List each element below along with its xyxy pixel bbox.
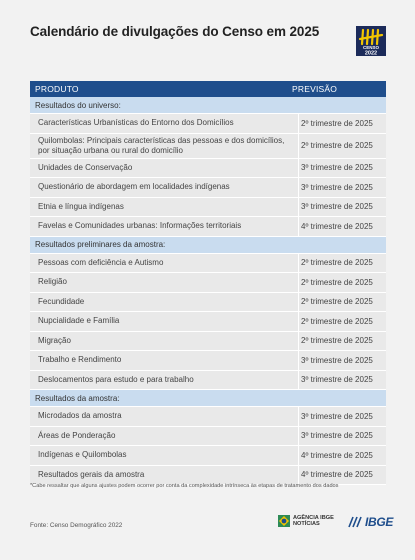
forecast-cell: 3º trimestre de 2025 bbox=[298, 407, 386, 426]
column-header-produto: PRODUTO bbox=[35, 84, 79, 94]
agencia-line2: NOTÍCIAS bbox=[293, 521, 320, 527]
footnote: *Cabe ressaltar que alguns ajustes podem ocorrer por conta da complexidade intrínseca às etapas de tratamento dos dados bbox=[30, 483, 339, 489]
section-header: Resultados preliminares da amostra: bbox=[30, 237, 386, 254]
table-row bbox=[30, 312, 386, 332]
column-header-previsao: PREVISÃO bbox=[292, 84, 338, 94]
ibge-logo bbox=[347, 515, 393, 529]
table-row bbox=[30, 427, 386, 447]
table-row bbox=[30, 178, 386, 198]
forecast-cell: 2º trimestre de 2025 bbox=[298, 312, 386, 331]
product-cell: Fecundidade bbox=[38, 296, 85, 306]
product-cell: Quilombolas: Principais características das pessoas e dos domicílios, por situação urbana ou rural do domicílio bbox=[38, 135, 285, 155]
page-title: Calendário de divulgações do Censo em 2025 bbox=[30, 24, 320, 39]
forecast-cell: 3º trimestre de 2025 bbox=[298, 178, 386, 197]
release-calendar-table bbox=[30, 81, 386, 485]
brazil-flag-icon bbox=[278, 515, 290, 527]
table-row bbox=[30, 273, 386, 293]
product-cell: Religião bbox=[38, 277, 67, 287]
forecast-cell: 3º trimestre de 2025 bbox=[298, 371, 386, 390]
table-row bbox=[30, 332, 386, 352]
forecast-cell: 3º trimestre de 2025 bbox=[298, 159, 386, 178]
svg-text:2022: 2022 bbox=[364, 50, 378, 56]
table-row bbox=[30, 446, 386, 466]
table-header bbox=[30, 81, 386, 97]
product-cell: Deslocamentos para estudo e para trabalho bbox=[38, 374, 194, 384]
section-header: Resultados da amostra: bbox=[30, 390, 386, 407]
product-cell: Migração bbox=[38, 335, 71, 345]
table-row bbox=[30, 114, 386, 134]
censo-logo-icon bbox=[356, 26, 386, 56]
table-row bbox=[30, 159, 386, 179]
product-cell: Nupcialidade e Família bbox=[38, 316, 120, 326]
product-cell: Características Urbanísticas do Entorno dos Domicílios bbox=[38, 118, 234, 128]
product-cell: Indígenas e Quilombolas bbox=[38, 450, 127, 460]
product-cell: Áreas de Ponderação bbox=[38, 430, 116, 440]
forecast-cell: 2º trimestre de 2025 bbox=[298, 273, 386, 292]
product-cell: Unidades de Conservação bbox=[38, 162, 133, 172]
forecast-cell: 2º trimestre de 2025 bbox=[298, 293, 386, 312]
product-cell: Resultados gerais da amostra bbox=[38, 469, 145, 479]
product-cell: Questionário de abordagem em localidades indígenas bbox=[38, 182, 230, 192]
table-row bbox=[30, 351, 386, 371]
forecast-cell: 3º trimestre de 2025 bbox=[298, 427, 386, 446]
forecast-cell: 2º trimestre de 2025 bbox=[298, 114, 386, 133]
forecast-cell: 2º trimestre de 2025 bbox=[298, 254, 386, 273]
forecast-cell: 4º trimestre de 2025 bbox=[298, 446, 386, 465]
product-cell: Favelas e Comunidades urbanas: Informações territoriais bbox=[38, 221, 242, 231]
ibge-wordmark: IBGE bbox=[365, 515, 394, 529]
table-row bbox=[30, 198, 386, 218]
table-body bbox=[30, 97, 386, 485]
section-header: Resultados do universo: bbox=[30, 97, 386, 114]
forecast-cell: 2º trimestre de 2025 bbox=[298, 134, 386, 158]
forecast-cell: 2º trimestre de 2025 bbox=[298, 332, 386, 351]
forecast-cell: 4º trimestre de 2025 bbox=[298, 217, 386, 236]
table-row bbox=[30, 134, 386, 159]
product-cell: Etnia e língua indígenas bbox=[38, 201, 124, 211]
product-cell: Trabalho e Rendimento bbox=[38, 355, 122, 365]
table-row bbox=[30, 293, 386, 313]
source-text: Fonte: Censo Demográfico 2022 bbox=[30, 522, 123, 529]
table-row bbox=[30, 407, 386, 427]
agencia-ibge-logo bbox=[278, 515, 334, 527]
svg-text:CENSO: CENSO bbox=[362, 45, 380, 50]
product-cell: Microdados da amostra bbox=[38, 411, 122, 421]
forecast-cell: 4º trimestre de 2025 bbox=[298, 466, 386, 485]
ibge-mark-icon bbox=[347, 516, 363, 528]
agencia-line1: AGÊNCIA IBGE bbox=[293, 515, 334, 521]
product-cell: Pessoas com deficiência e Autismo bbox=[38, 257, 164, 267]
table-row bbox=[30, 371, 386, 391]
forecast-cell: 3º trimestre de 2025 bbox=[298, 351, 386, 370]
table-row bbox=[30, 217, 386, 237]
table-row bbox=[30, 254, 386, 274]
forecast-cell: 3º trimestre de 2025 bbox=[298, 198, 386, 217]
